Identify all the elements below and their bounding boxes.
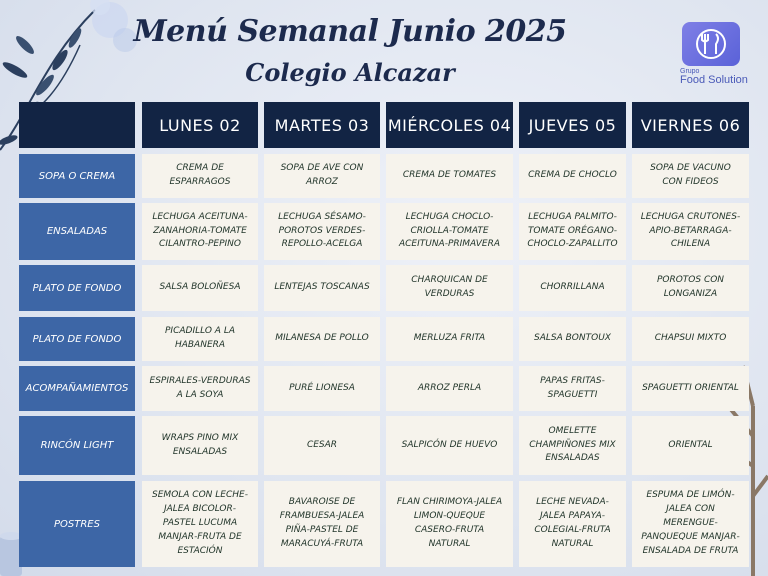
menu-item: ORIENTAL bbox=[632, 416, 749, 475]
menu-item: ESPIRALES-VERDURAS A LA SOYA bbox=[142, 366, 258, 411]
day-header: JUEVES 05 bbox=[519, 102, 626, 148]
menu-item: SPAGUETTI ORIENTAL bbox=[632, 366, 749, 411]
menu-item: ARROZ PERLA bbox=[386, 366, 513, 411]
category-label: RINCÓN LIGHT bbox=[19, 416, 135, 475]
food-solution-logo bbox=[680, 22, 748, 86]
fork-knife-icon bbox=[692, 26, 730, 62]
table-corner bbox=[19, 102, 135, 148]
menu-item: PURÉ LIONESA bbox=[264, 366, 380, 411]
day-header: MARTES 03 bbox=[264, 102, 380, 148]
logo-name-text: Food Solution bbox=[680, 74, 748, 86]
menu-item: SALSA BONTOUX bbox=[519, 317, 626, 361]
category-label: PLATO DE FONDO bbox=[19, 317, 135, 361]
category-label: POSTRES bbox=[19, 481, 135, 567]
menu-item: SALSA BOLOÑESA bbox=[142, 265, 258, 311]
menu-item: CHAPSUI MIXTO bbox=[632, 317, 749, 361]
logo-group-text: Grupo bbox=[680, 68, 700, 75]
menu-item: SOPA DE AVE CON ARROZ bbox=[264, 154, 380, 198]
menu-item: LENTEJAS TOSCANAS bbox=[264, 265, 380, 311]
menu-item: LECHUGA SÉSAMO-POROTOS VERDES-REPOLLO-ACELGA bbox=[264, 203, 380, 260]
day-header: MIÉRCOLES 04 bbox=[386, 102, 513, 148]
page-subtitle: Colegio Alcazar bbox=[245, 58, 455, 87]
menu-item: CREMA DE CHOCLO bbox=[519, 154, 626, 198]
logo-badge bbox=[682, 22, 740, 66]
menu-item: LECHUGA CRUTONES-APIO-BETARRAGA-CHILENA bbox=[632, 203, 749, 260]
menu-item: PAPAS FRITAS-SPAGUETTI bbox=[519, 366, 626, 411]
menu-item: BAVAROISE DE FRAMBUESA-JALEA PIÑA-PASTEL DE MARACUYÁ-FRUTA bbox=[264, 481, 380, 567]
menu-item: SOPA DE VACUNO CON FIDEOS bbox=[632, 154, 749, 198]
menu-item: POROTOS CON LONGANIZA bbox=[632, 265, 749, 311]
menu-item: LECHUGA PALMITO-TOMATE ORÉGANO-CHOCLO-ZAPALLITO bbox=[519, 203, 626, 260]
menu-item: OMELETTE CHAMPIÑONES MIX ENSALADAS bbox=[519, 416, 626, 475]
day-header: LUNES 02 bbox=[142, 102, 258, 148]
category-label: PLATO DE FONDO bbox=[19, 265, 135, 311]
menu-item: CREMA DE ESPARRAGOS bbox=[142, 154, 258, 198]
menu-item: MILANESA DE POLLO bbox=[264, 317, 380, 361]
menu-item: PICADILLO A LA HABANERA bbox=[142, 317, 258, 361]
menu-item: CESAR bbox=[264, 416, 380, 475]
menu-item: SEMOLA CON LECHE-JALEA BICOLOR-PASTEL LUCUMA MANJAR-FRUTA DE ESTACIÓN bbox=[142, 481, 258, 567]
menu-item: MERLUZA FRITA bbox=[386, 317, 513, 361]
menu-item: ESPUMA DE LIMÓN-JALEA CON MERENGUE-PANQUEQUE MANJAR-ENSALADA DE FRUTA bbox=[632, 481, 749, 567]
menu-item: WRAPS PINO MIX ENSALADAS bbox=[142, 416, 258, 475]
menu-item: CHORRILLANA bbox=[519, 265, 626, 311]
category-label: ENSALADAS bbox=[19, 203, 135, 260]
menu-item: CHARQUICAN DE VERDURAS bbox=[386, 265, 513, 311]
menu-item: LECHUGA CHOCLO-CRIOLLA-TOMATE ACEITUNA-PRIMAVERA bbox=[386, 203, 513, 260]
menu-item: LECHE NEVADA-JALEA PAPAYA-COLEGIAL-FRUTA NATURAL bbox=[519, 481, 626, 567]
menu-item: SALPICÓN DE HUEVO bbox=[386, 416, 513, 475]
menu-item: LECHUGA ACEITUNA-ZANAHORIA-TOMATE CILANTRO-PEPINO bbox=[142, 203, 258, 260]
day-header: VIERNES 06 bbox=[632, 102, 749, 148]
menu-item: FLAN CHIRIMOYA-JALEA LIMON-QUEQUE CASERO-FRUTA NATURAL bbox=[386, 481, 513, 567]
category-label: ACOMPAÑAMIENTOS bbox=[19, 366, 135, 411]
category-label: SOPA O CREMA bbox=[19, 154, 135, 198]
page-title: Menú Semanal Junio 2025 bbox=[133, 14, 567, 49]
menu-item: CREMA DE TOMATES bbox=[386, 154, 513, 198]
